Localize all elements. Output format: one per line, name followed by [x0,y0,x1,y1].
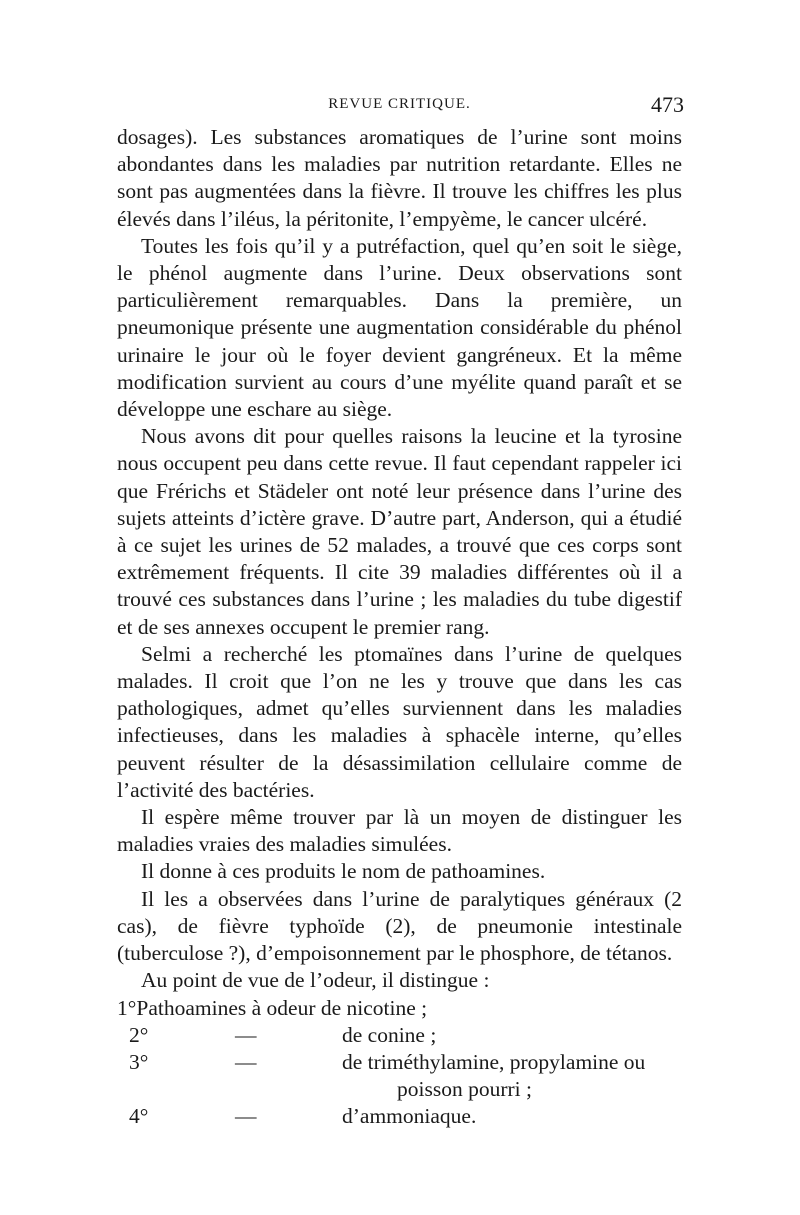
body-text [117,124,682,1130]
list-item [117,1022,682,1049]
list-item-dash: — [235,1104,257,1129]
header-title: REVUE CRITIQUE. [328,96,471,112]
list-item-number: 4° [129,1104,149,1129]
paragraph-7: Il les a observées dans l’urine de paralytiques généraux (2 cas), de fièvre typhoïde (2), de pneumonie intestinale (tuberculose ?), d’empoisonnement par le phosphore, de tétanos. [117,886,682,966]
paragraph-6: Il donne à ces produits le nom de pathoamines. [141,859,546,884]
list-item-dash: — [235,1049,257,1074]
paragraph-3: Nous avons dit pour quelles raisons la leucine et la tyrosine nous occupent peu dans cette revue. Il faut cependant rappeler ici que Frérichs et Städeler ont noté leur présence dans l’urine des sujets atteints d’ictère grave. D’autre part, Anderson, qui a étudié à ce sujet les urines de 52 malades, a trouvé que ces corps sont extrêmement fréquents. Il cite 39 maladies différentes où il a trouvé ces substances dans l’urine ; les maladies du tube digestif et de ses annexes occupent le premier rang. [117,424,682,639]
paragraph-8: Au point de vue de l’odeur, il distingue : [141,968,490,993]
list-item [117,995,682,1022]
list-item-number: 1°Pathoamines à odeur de nicotine ; [117,995,428,1020]
paragraph-2: Toutes les fois qu’il y a putréfaction, quel qu’en soit le siège, le phénol augmente dans l’urine. Deux observations sont particulièrement remarquables. Dans la première, un pneumonique présente une augmentation considérable du phénol urinaire le jour où le foyer devient gangréneux. Et la même modification survient au cours d’une myélite quand paraît et se développe une eschare au siège. [117,233,682,422]
paragraph-5: Il espère même trouver par là un moyen de distinguer les maladies vraies des maladies simulées. [117,805,682,857]
paragraph-1: dosages). Les substances aromatiques de l’urine sont moins abondantes dans les maladies par nutrition retardante. Elles ne sont pas augmentées dans la fièvre. Il trouve les chiffres les plus élevés dans l’iléus, la péritonite, l’empyème, le cancer ulcéré. [117,125,682,231]
list-item-continuation [117,1076,682,1103]
list-item-text: poisson pourri ; [397,1077,532,1102]
list-item-text: de conine ; [342,1022,437,1047]
list-item-text: de triméthylamine, propylamine ou [342,1049,646,1074]
running-header [117,92,682,118]
list-item-number: 2° [129,1022,149,1047]
list-item-number: 3° [129,1049,149,1074]
paragraph-4: Selmi a recherché les ptomaïnes dans l’urine de quelques malades. Il croit que l’on ne les y trouve que dans les cas pathologiques, admet qu’elles surviennent dans les maladies infectieuses, dans les maladies à sphacèle interne, qu’elles peuvent résulter de la désassimilation cellulaire comme de l’activité des bactéries. [117,641,682,802]
list-item-dash: — [235,1022,257,1047]
list-item [117,1049,682,1076]
list-item [117,1103,682,1130]
pathoamine-list [117,995,682,1131]
list-item-text: Pathoamines à odeur de nicotine ; [136,995,428,1020]
page-number: 473 [651,92,684,117]
list-item-text: d’ammoniaque. [342,1104,477,1129]
